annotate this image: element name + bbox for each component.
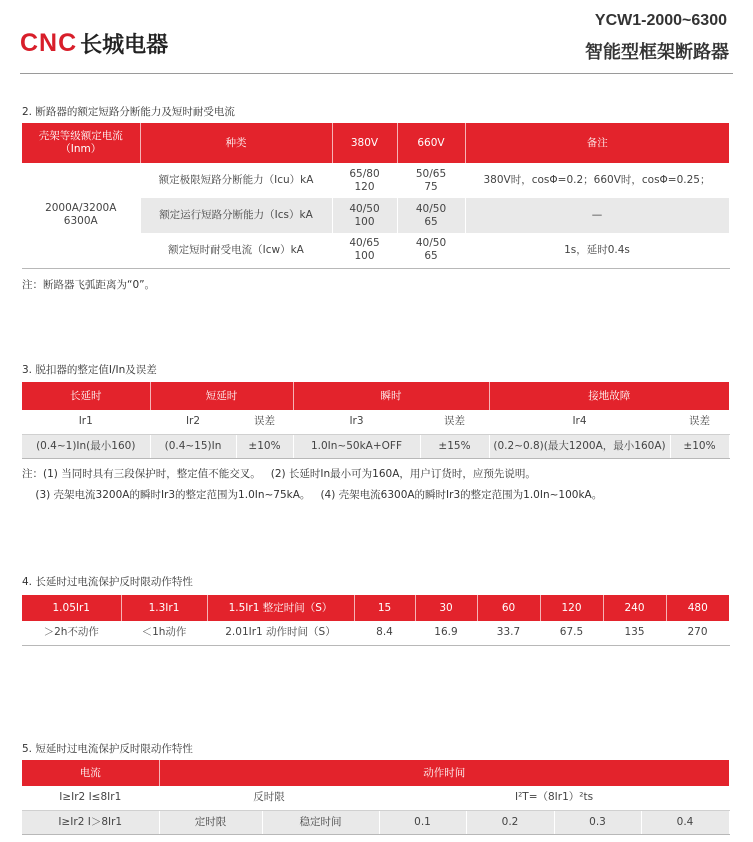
- remark-cell: 380V时，cosΦ=0.2；660V时，cosΦ=0.25；: [465, 163, 729, 198]
- header-action-time: 动作时间: [159, 760, 729, 786]
- value-660v-cell: 50/65 75: [397, 163, 465, 198]
- subheader-ir4: Ir4: [489, 410, 670, 434]
- stable-time-cell: 稳定时间: [262, 810, 379, 834]
- value-cell: 1.0In~50kA+OFF: [293, 434, 420, 458]
- value-cell: ＞2h不动作: [22, 621, 121, 645]
- section5-title: 5. 短延时过电流保护反时限动作特性: [22, 743, 193, 755]
- value-cell: 0.1: [379, 810, 466, 834]
- header-660v: 660V: [397, 123, 465, 163]
- table-row: [22, 163, 729, 198]
- header-long-delay: 长延时: [22, 382, 150, 410]
- table-header-row: [22, 382, 729, 410]
- frame-current-cell: 2000A/3200A 6300A: [22, 163, 140, 268]
- value-cell: 0.3: [554, 810, 641, 834]
- table-header-row: [22, 595, 729, 621]
- value-cell: 67.5: [540, 621, 603, 645]
- value-cell: 33.7: [477, 621, 540, 645]
- header-cell: 1.3Ir1: [121, 595, 207, 621]
- current-cell: I≥Ir2 I≤8Ir1: [22, 786, 159, 810]
- formula-cell: I²T=（8Ir1）²ts: [379, 786, 729, 810]
- header-380v: 380V: [332, 123, 397, 163]
- logo-cnc-text: CNC: [20, 28, 78, 57]
- subheader-ir2: Ir2: [150, 410, 236, 434]
- breaking-capacity-table: [22, 123, 730, 269]
- type-cell: 额定短时耐受电流（Icw）kA: [140, 233, 332, 268]
- value-cell: 135: [603, 621, 666, 645]
- value-cell: 0.4: [641, 810, 729, 834]
- header-current: 电流: [22, 760, 159, 786]
- section2-title: 2. 断路器的额定短路分断能力及短时耐受电流: [22, 106, 235, 118]
- value-cell: 2.01Ir1 动作时间（S）: [207, 621, 354, 645]
- current-cell: I≥Ir2 I＞8Ir1: [22, 810, 159, 834]
- value-cell: 16.9: [415, 621, 477, 645]
- header-cell: 480: [666, 595, 729, 621]
- table-header-row: [22, 760, 729, 786]
- table-header-row: [22, 123, 729, 163]
- header-cell: 60: [477, 595, 540, 621]
- header-cell: 1.05Ir1: [22, 595, 121, 621]
- table-row: [22, 786, 729, 810]
- header-divider: [20, 73, 733, 74]
- table-row: [22, 434, 729, 458]
- value-cell: ±10%: [236, 434, 293, 458]
- value-380v-cell: 40/50 100: [332, 198, 397, 233]
- subheader-error: 误差: [236, 410, 293, 434]
- section3-note-2: (3) 壳架电流3200A的瞬时Ir3的整定范围为1.0In~75kA。 (4) 壳架电流6300A的瞬时Ir3的整定范围为1.0In~100kA。: [22, 489, 603, 501]
- value-cell: ＜1h动作: [121, 621, 207, 645]
- header-frame-current: 壳架等级额定电流 （Inm）: [22, 123, 140, 163]
- header-type: 种类: [140, 123, 332, 163]
- type-cell: 额定极限短路分断能力（Icu）kA: [140, 163, 332, 198]
- page-header: [0, 0, 753, 74]
- subheader-ir1: Ir1: [22, 410, 150, 434]
- inverse-time-cell: 反时限: [159, 786, 379, 810]
- table-row: [22, 621, 729, 645]
- type-cell: 额定运行短路分断能力（Ics）kA: [140, 198, 332, 233]
- section3-title: 3. 脱扣器的整定值I/In及误差: [22, 364, 157, 376]
- header-cell: 30: [415, 595, 477, 621]
- header-cell: 15: [354, 595, 415, 621]
- header-short-delay: 短延时: [150, 382, 293, 410]
- product-name: 智能型框架断路器: [585, 42, 729, 63]
- subheader-ir3: Ir3: [293, 410, 420, 434]
- remark-cell: —: [465, 198, 729, 233]
- header-cell: 120: [540, 595, 603, 621]
- header-instantaneous: 瞬时: [293, 382, 489, 410]
- header-cell: 1.5Ir1 整定时间（S）: [207, 595, 354, 621]
- value-660v-cell: 40/50 65: [397, 233, 465, 268]
- subheader-error: 误差: [420, 410, 489, 434]
- value-cell: (0.2~0.8)(最大1200A，最小160A): [489, 434, 670, 458]
- header-ground-fault: 接地故障: [489, 382, 729, 410]
- trip-setting-table: [22, 382, 730, 459]
- remark-cell: 1s，延时0.4s: [465, 233, 729, 268]
- brand-logo: [20, 28, 168, 58]
- long-delay-characteristic-table: [22, 595, 730, 646]
- logo-chinese-text: 长城电器: [80, 32, 169, 58]
- value-cell: ±10%: [670, 434, 729, 458]
- value-cell: (0.4~1)In(最小160): [22, 434, 150, 458]
- value-660v-cell: 40/50 65: [397, 198, 465, 233]
- subheader-error: 误差: [670, 410, 729, 434]
- value-380v-cell: 65/80 120: [332, 163, 397, 198]
- header-remark: 备注: [465, 123, 729, 163]
- section2-note: 注：断路器飞弧距离为“0”。: [22, 279, 156, 291]
- table-subheader-row: [22, 410, 729, 434]
- short-delay-characteristic-table: [22, 760, 730, 835]
- value-380v-cell: 40/65 100: [332, 233, 397, 268]
- header-cell: 240: [603, 595, 666, 621]
- section4-title: 4. 长延时过电流保护反时限动作特性: [22, 576, 193, 588]
- table-row: [22, 810, 729, 834]
- model-number: YCW1-2000~6300: [594, 12, 727, 29]
- value-cell: 270: [666, 621, 729, 645]
- definite-time-cell: 定时限: [159, 810, 262, 834]
- value-cell: 8.4: [354, 621, 415, 645]
- value-cell: (0.4~15)In: [150, 434, 236, 458]
- value-cell: 0.2: [466, 810, 554, 834]
- value-cell: ±15%: [420, 434, 489, 458]
- section3-note-1: 注：(1) 当同时具有三段保护时，整定值不能交叉。 (2) 长延时In最小可为160A，用户订货时，应预先说明。: [22, 468, 536, 480]
